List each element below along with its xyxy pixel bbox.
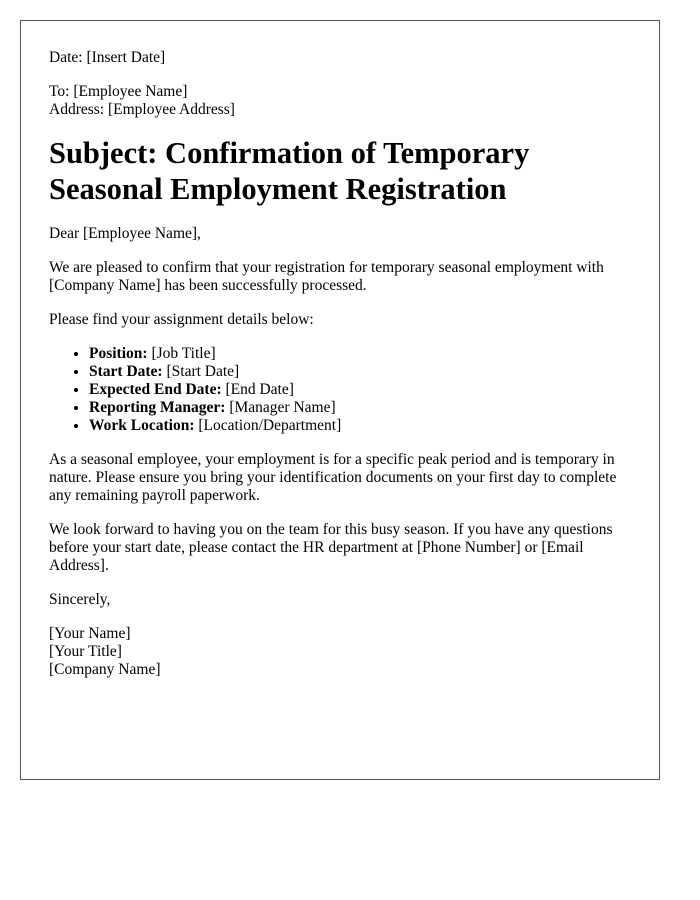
signature-title: [Your Title]	[49, 643, 122, 660]
detail-label: Work Location:	[89, 417, 195, 434]
recipient-block	[49, 83, 631, 119]
greeting: Dear [Employee Name],	[49, 225, 201, 242]
signature-company: [Company Name]	[49, 661, 161, 678]
letter-document	[20, 20, 660, 780]
detail-work-location	[89, 417, 631, 435]
detail-label: Expected End Date:	[89, 381, 222, 398]
detail-value: [Start Date]	[162, 363, 240, 380]
contact-paragraph: We look forward to having you on the team for this busy season. If you have any questions before your start date, please contact the HR department at [Phone Number] or [Email Address].	[49, 521, 613, 574]
detail-value: [End Date]	[221, 381, 294, 398]
confirmation-paragraph: We are pleased to confirm that your registration for temporary seasonal employment with [Company Name] has been successfully processed.	[49, 259, 604, 294]
recipient-name-line: To: [Employee Name]	[49, 83, 188, 100]
closing: Sincerely,	[49, 591, 111, 608]
detail-label: Start Date:	[89, 363, 163, 380]
assignment-details-list	[49, 345, 631, 435]
subject-heading: Subject: Confirmation of Temporary Seasonal Employment Registration	[49, 136, 530, 206]
date-line: Date: [Insert Date]	[49, 49, 166, 66]
detail-value: [Location/Department]	[194, 417, 342, 434]
detail-label: Position:	[89, 345, 148, 362]
detail-start-date	[89, 363, 631, 381]
detail-label: Reporting Manager:	[89, 399, 226, 416]
detail-reporting-manager	[89, 399, 631, 417]
details-intro: Please find your assignment details below:	[49, 311, 314, 328]
detail-value: [Manager Name]	[225, 399, 336, 416]
signature-block	[49, 625, 631, 679]
recipient-address-line: Address: [Employee Address]	[49, 101, 235, 118]
detail-position	[89, 345, 631, 363]
detail-value: [Job Title]	[147, 345, 216, 362]
detail-end-date	[89, 381, 631, 399]
signature-name: [Your Name]	[49, 625, 131, 642]
seasonal-paragraph: As a seasonal employee, your employment is for a specific peak period and is temporary in nature. Please ensure you bring your identification documents on your first day to complete any remaining payroll paperwork.	[49, 451, 617, 504]
